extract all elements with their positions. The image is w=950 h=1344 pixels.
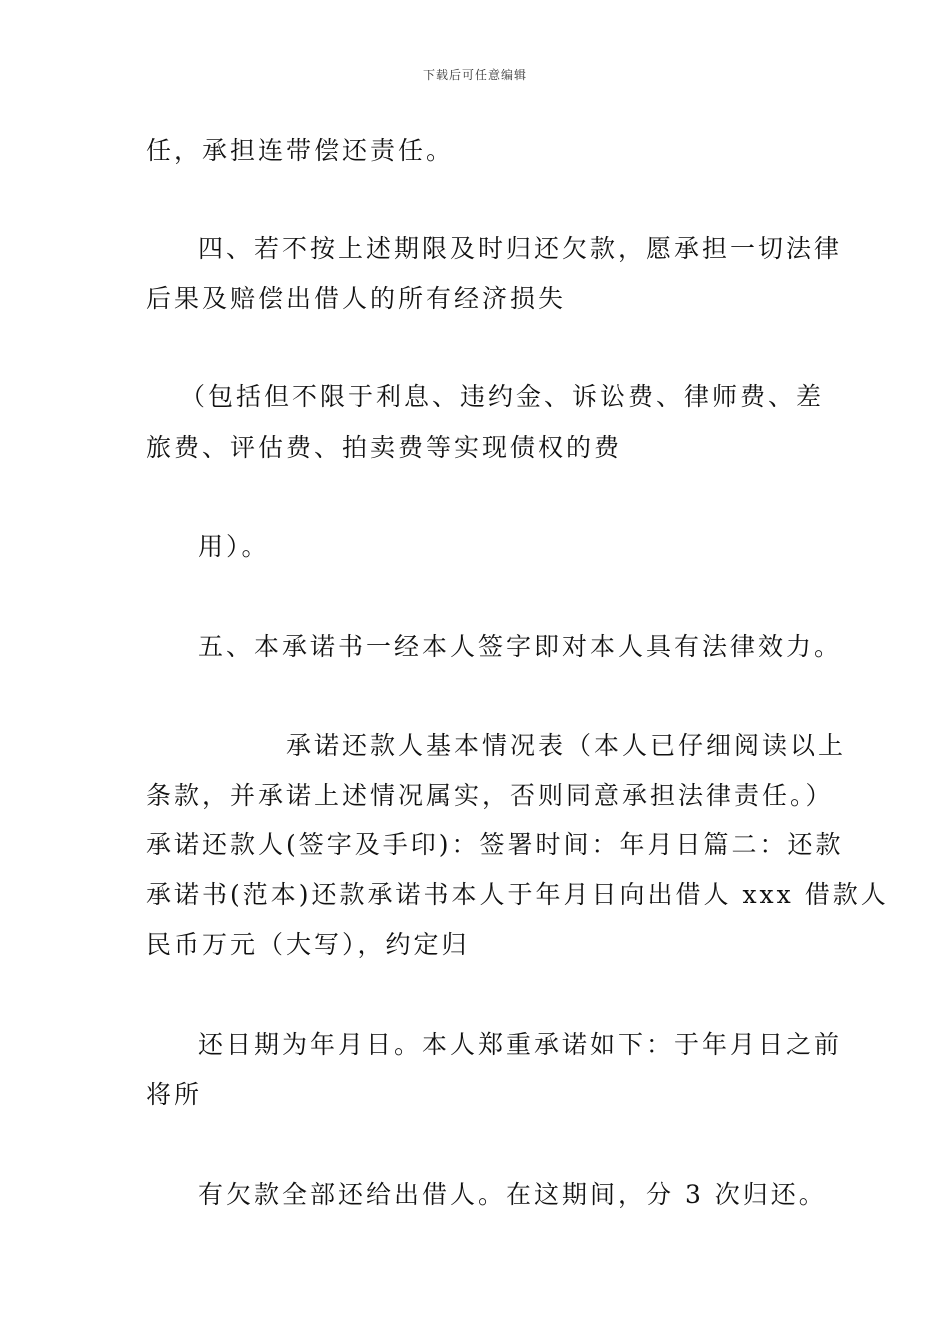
text-line: 还日期为年月日。本人郑重承诺如下：于年月日之前 xyxy=(198,1030,843,1059)
text-line: 有欠款全部还给出借人。在这期间，分 3 次归还。 xyxy=(198,1180,827,1209)
text-line: 民币万元（大写），约定归 xyxy=(146,930,470,959)
text-line: 承诺还款人(签字及手印)：签署时间：年月日篇二：还款 xyxy=(146,830,844,859)
text-line: 旅费、评估费、拍卖费等实现债权的费 xyxy=(146,433,623,462)
text-line: 条款，并承诺上述情况属实，否则同意承担法律责任。） xyxy=(146,781,834,810)
text-line: 四、若不按上述期限及时归还欠款，愿承担一切法律 xyxy=(198,234,843,263)
text-line: 后果及赔偿出借人的所有经济损失 xyxy=(146,284,567,313)
text-line: 用）。 xyxy=(198,532,270,561)
text-line: 承诺还款人基本情况表（本人已仔细阅读以上 xyxy=(286,731,847,760)
text-line: 将所 xyxy=(146,1080,203,1109)
text-line: 承诺书(范本)还款承诺书本人于年月日向出借人 xxx 借款人 xyxy=(146,880,889,909)
text-line: 五、本承诺书一经本人签字即对本人具有法律效力。 xyxy=(198,632,843,661)
text-line: 任，承担连带偿还责任。 xyxy=(146,136,455,165)
text-line: （包括但不限于利息、违约金、诉讼费、律师费、差 xyxy=(180,382,825,411)
page-header: 下载后可任意编辑 xyxy=(422,68,527,82)
